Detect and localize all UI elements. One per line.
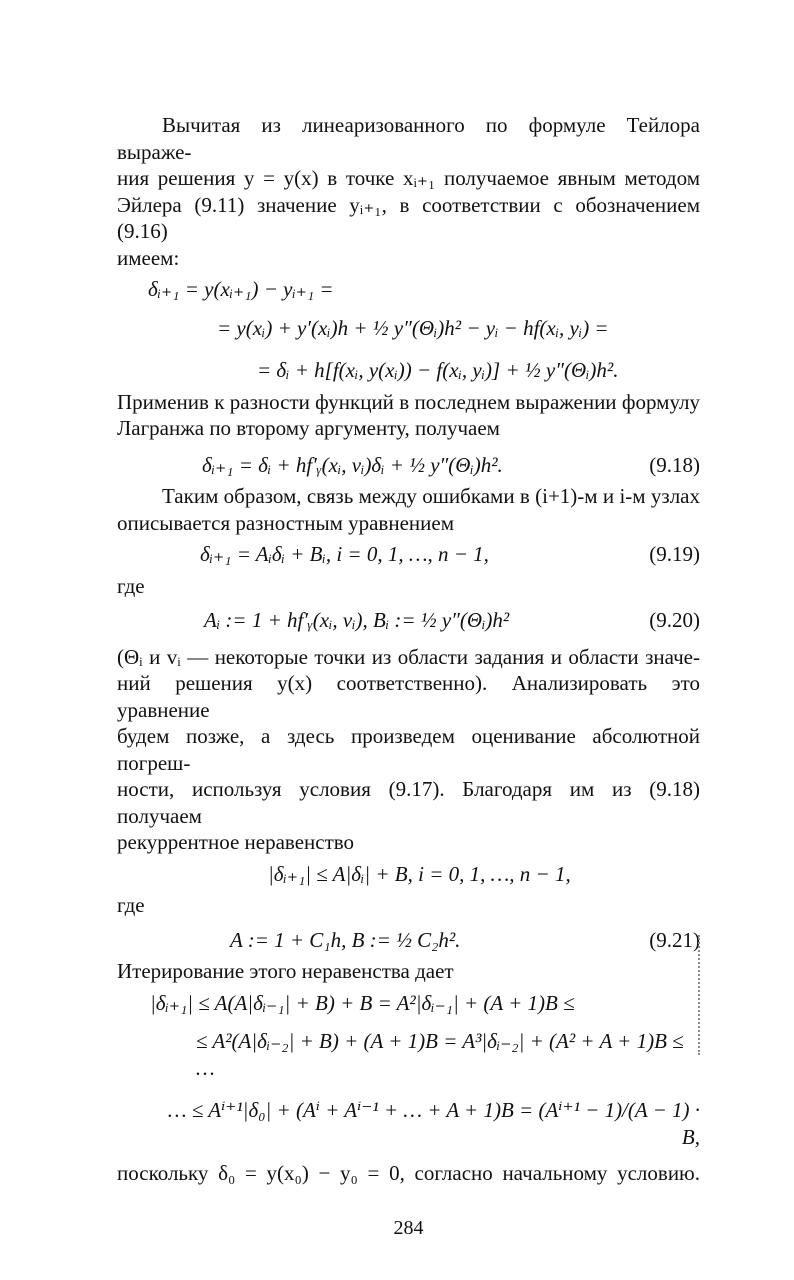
equation-number: (9.20)	[649, 608, 700, 632]
equation-line: ≤ A²(A|δᵢ₋₂| + B) + (A + 1)B = A³|δᵢ₋₂| + (A² + A + 1)B ≤ …	[196, 1029, 684, 1080]
equation-row	[117, 541, 700, 568]
text-line: ности, используя условия (9.17). Благодаря им из (9.18) получаем	[117, 777, 700, 828]
text-line: поскольку δ₀ = y(x₀) − y₀ = 0, согласно начальному условию.	[117, 1161, 700, 1185]
equation-9-21: A := 1 + C₁h, B := ½ C₂h².	[230, 927, 461, 952]
text-line: (Θᵢ и vᵢ — некоторые точки из области задания и области значе-	[117, 644, 700, 669]
text-line: Эйлера (9.11) значение yᵢ₊₁, в соответствии с обозначением (9.16)	[117, 192, 700, 243]
equation-line: |δᵢ₊₁| ≤ A(A|δᵢ₋₁| + B) + B = A²|δᵢ₋₁| + (A + 1)B ≤	[150, 990, 575, 1015]
text-line: ния решения y = y(x) в точке xᵢ₊₁ получаемое явным методом	[117, 166, 700, 190]
equation-row	[117, 315, 700, 342]
text-line: Таким образом, связь между ошибками в (i+1)-м и i-м узлах	[162, 484, 700, 508]
equation-9-19: δᵢ₊₁ = Aᵢδᵢ + Bᵢ, i = 0, 1, …, n − 1,	[200, 542, 489, 566]
equation-row	[117, 607, 700, 634]
text-line: ний решения y(x) соответственно). Анализировать это уравнение	[117, 671, 700, 722]
text-line: где	[117, 893, 145, 917]
text-line: имеем:	[117, 245, 180, 270]
equation-line: = δᵢ + h[f(xᵢ, y(xᵢ)) − f(xᵢ, yᵢ)] + ½ y″(Θᵢ)h².	[257, 358, 619, 382]
equation-row	[117, 1028, 700, 1081]
equation-9-18: δᵢ₊₁ = δᵢ + hf′ᵧ(xᵢ, vᵢ)δᵢ + ½ y″(Θᵢ)h².	[202, 452, 503, 477]
inequality: |δᵢ₊₁| ≤ A|δᵢ| + B, i = 0, 1, …, n − 1,	[268, 861, 571, 886]
text-line: будем позже, а здесь произведем оценивание абсолютной погреш-	[117, 724, 700, 775]
scan-edge-artifact	[692, 935, 700, 1055]
text-line: Итерирование этого неравенства дает	[117, 959, 454, 983]
text-line: Вычитая из линеаризованного по формуле Тейлора выраже-	[117, 113, 700, 164]
page	[117, 0, 700, 1280]
equation-9-20: Aᵢ := 1 + hf′ᵧ(xᵢ, vᵢ), Bᵢ := ½ y″(Θᵢ)h²	[204, 608, 510, 632]
text-line: рекуррентное неравенство	[117, 830, 355, 854]
equation-line: = y(xᵢ) + y′(xᵢ)h + ½ y″(Θᵢ)h² − yᵢ − hf(xᵢ, yᵢ) =	[217, 315, 609, 340]
equation-row	[117, 990, 700, 1017]
equation-number: (9.19)	[649, 542, 700, 566]
equation-row	[117, 357, 700, 384]
text-line: Лагранжа по второму аргументу, получаем	[117, 416, 500, 440]
text-line: где	[117, 573, 145, 598]
page-number: 284	[393, 1216, 424, 1239]
equation-row	[117, 452, 700, 479]
equation-row	[117, 861, 700, 888]
equation-number: (9.21)	[649, 927, 700, 952]
equation-row	[117, 1097, 700, 1150]
text-line: описывается разностным уравнением	[117, 510, 454, 535]
equation-line: δᵢ₊₁ = y(xᵢ₊₁) − yᵢ₊₁ =	[148, 277, 334, 301]
equation-row	[117, 276, 700, 303]
equation-number: (9.18)	[649, 452, 700, 477]
text-line: Применив к разности функций в последнем выражении формулу	[117, 389, 700, 414]
equation-line: … ≤ Aⁱ⁺¹|δ₀| + (Aⁱ + Aⁱ⁻¹ + … + A + 1)B = (Aⁱ⁺¹ − 1)/(A − 1) · B,	[167, 1098, 700, 1149]
equation-row	[117, 927, 700, 954]
